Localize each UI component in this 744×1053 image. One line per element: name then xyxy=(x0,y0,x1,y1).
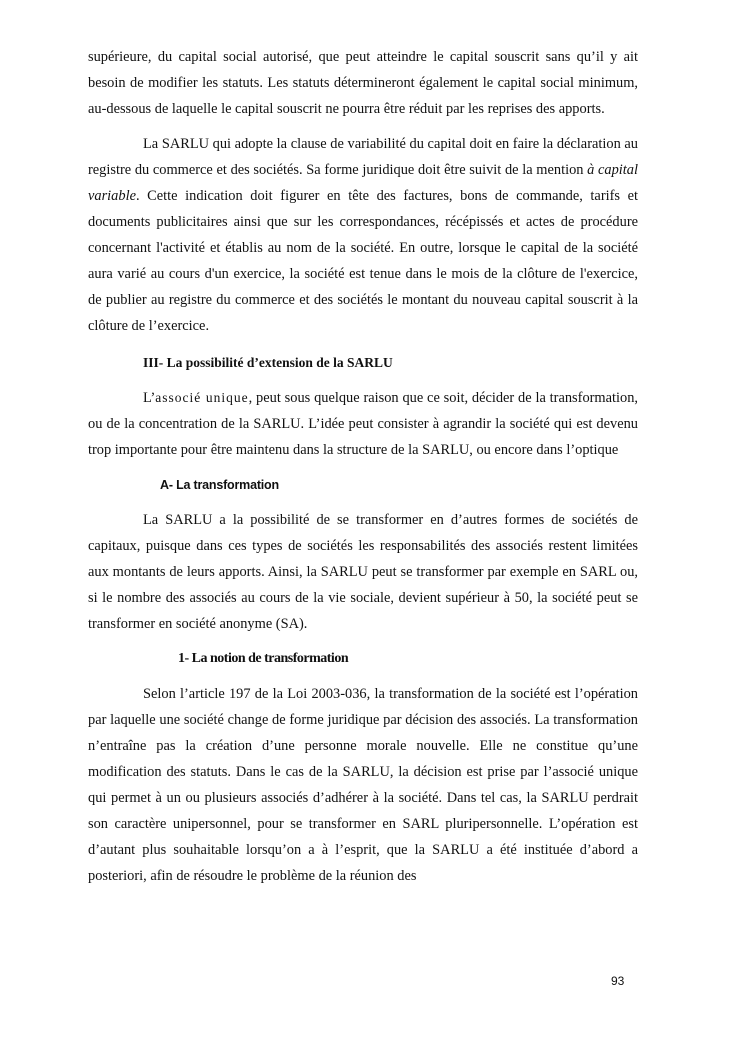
paragraph-possibilite-transformation: La SARLU a la possibilité de se transformer en d’autres formes de sociétés de capitaux, puisque dans ces types de sociétés les responsabilités des associés restent limitées aux montants de leurs apports. Ainsi, la SARLU peut se transformer par exemple en SARL ou, si le nombre des associés au cours de la vie sociale, devient supérieur à 50, la société peut se transformer en société anonyme (SA). xyxy=(88,512,638,632)
paragraph-associe-unique xyxy=(88,385,638,463)
paragraph-variabilite-capital xyxy=(88,131,638,339)
heading-section-III: III- La possibilité d’extension de la SARLU xyxy=(143,355,393,370)
page-number: 93 xyxy=(611,974,625,988)
associe-unique-spaced: associé unique xyxy=(155,390,249,405)
heading-section-1: 1- La notion de transformation xyxy=(178,651,349,666)
paragraph-prefix: L’ xyxy=(143,390,156,406)
paragraph-text-end: , peut sous quelque raison que ce soit, décider de la transformation, ou de la concentration de la SARLU. L’idée peut consister à agrandir la société qui est devenu trop importante pour être maintenu dans la structure de la SARLU, ou encore dans l’optique xyxy=(88,390,638,458)
paragraph-capital-souscrit: supérieure, du capital social autorisé, que peut atteindre le capital souscrit sans qu’il y ait besoin de modifier les statuts. Les statuts détermineront également le capital social minimum, au-dessous de laquelle le capital souscrit ne pourra être réduit par les reprises des apports. xyxy=(88,49,638,117)
heading-section-A: A- La transformation xyxy=(160,478,279,492)
paragraph-text-start: La SARLU qui adopte la clause de variabilité du capital doit en faire la déclaration au registre du commerce et des sociétés. Sa forme juridique doit être suivit de la mention xyxy=(88,136,638,178)
paragraph-text-end: . Cette indication doit figurer en tête des factures, bons de commande, tarifs et documents publicitaires ainsi que sur les correspondances, récépissés et actes de procédure concernant l'activité et établis au nom de la société. En outre, lorsque le capital de la société aura varié au cours d'un exercice, la société est tenue dans le mois de la clôture de l'exercice, de publier au registre du commerce et des sociétés le montant du nouveau capital souscrit à la clôture de l’exercice. xyxy=(88,188,638,334)
paragraph-article-197: Selon l’article 197 de la Loi 2003-036, la transformation de la société est l’opération par laquelle une société change de forme juridique par décision des associés. La transformation n’entraîne pas la création d’une personne morale nouvelle. Elle ne constitue qu’une modification des statuts. Dans le cas de la SARLU, la décision est prise par l’associé unique qui permet à un ou plusieurs associés d’adhérer à la société. Dans tel cas, la SARLU perdrait son caractère unipersonnel, pour se transformer en SARL pluripersonnelle. L’opération est d’autant plus souhaitable lorsqu’on a à l’esprit, que la SARLU a été instituée d’abord a posteriori, afin de résoudre le problème de la réunion des xyxy=(88,686,638,884)
capital-variable-italic: à capital variable xyxy=(88,162,638,204)
document-page xyxy=(88,44,638,889)
